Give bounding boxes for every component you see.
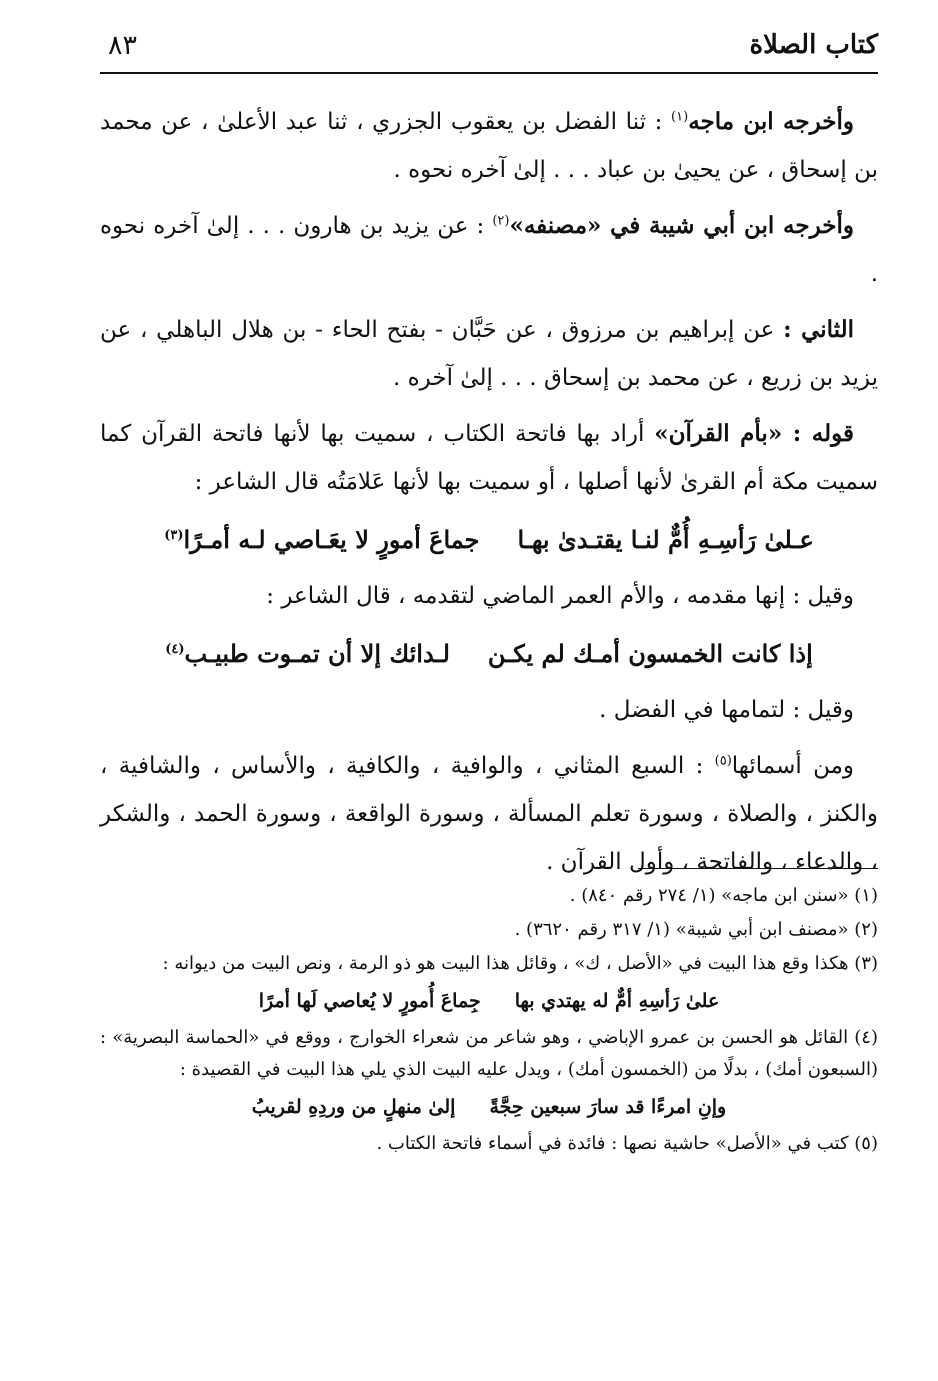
main-text (100, 98, 878, 894)
paragraph-names (100, 742, 878, 886)
bold-lead: قوله : «بأم القرآن» (654, 420, 854, 447)
running-head: كتاب الصلاة (749, 30, 878, 60)
footnote-ref: (١) (671, 109, 689, 125)
verse-first-hemistich: إذا كانت الخمسون أمـك لم يكـن (487, 639, 813, 668)
verse-second-hemistich: جماعَ أمورٍ لا يعَـاصي لـه أمـرًا (183, 525, 480, 554)
verse-first-hemistich: علىٰ رَأسِهِ أمٌّ له يهتدي بها (514, 990, 720, 1012)
verse-first-hemistich: وإنِ امرءًا قد سارَ سبعين حِجَّةً (489, 1096, 727, 1118)
paragraph-ibn-abi-shaybah (100, 202, 878, 298)
footnote-3-verse (100, 982, 878, 1020)
bold-lead: وأخرجه ابن ماجه (688, 108, 854, 135)
paragraph-ibn-majah (100, 98, 878, 194)
footnote-separator (638, 868, 878, 869)
footnote-ref: (٢) (492, 213, 510, 229)
paragraph-text: : عن يزيد بن هارون . . . إلىٰ آخره نحوه . (100, 213, 878, 287)
footnote-1: (١) «سنن ابن ماجه» (١/ ٢٧٤ رقم ٨٤٠) . (569, 885, 878, 906)
footnotes (100, 880, 878, 1162)
footnote-ref: (٥) (714, 753, 732, 769)
paragraph-tamam: وقيل : لتمامها في الفضل . (599, 697, 854, 723)
footnote-4: (٤) القائل هو الحسن بن عمرو الإباضي ، وهو شاعر من شعراء الخوارج ، ووقع في «الحماسة البصرية» : (السبعون أمك) ، بدلًا من (الخمسون أمك) ، ويدل عليه البيت الذي يلي هذا البيت في القصيدة : (100, 1027, 878, 1080)
paragraph-muqaddimah: وقيل : إنها مقدمه ، والأم العمر الماضي لتقدمه ، قال الشاعر : (266, 583, 854, 609)
footnote-ref: (٤) (165, 642, 185, 657)
footnote-2: (٢) «مصنف ابن أبي شيبة» (١/ ٣١٧ رقم ٣٦٢٠) . (514, 919, 878, 940)
paragraph-text: : ثنا الفضل بن يعقوب الجزري ، ثنا عبد الأعلىٰ ، عن محمد بن إسحاق ، عن يحيىٰ بن عباد . . . إلىٰ آخره نحوه . (100, 109, 878, 183)
bold-lead: الثاني : (783, 316, 854, 343)
verse-second-hemistich: إلىٰ منهلٍ من وردِهِ لقريبُ (251, 1096, 456, 1118)
page-number: ٨٣ (108, 30, 138, 61)
footnote-ref: (٣) (164, 528, 184, 543)
footnote-4-verse (100, 1088, 878, 1126)
paragraph-text: عن إبراهيم بن مرزوق ، عن حَبَّان - بفتح الحاء - بن هلال الباهلي ، عن يزيد بن زريع ، عن محمد بن إسحاق . . . إلىٰ آخره . (100, 317, 878, 391)
paragraph-lead: ومن أسمائها (731, 753, 854, 779)
paragraph-umm-al-quran (100, 410, 878, 506)
poetry-verse-1 (100, 514, 878, 566)
paragraph-text: أراد بها فاتحة الكتاب ، سميت بها لأنها فاتحة القرآن كما سميت مكة أم القرىٰ لأنها أصلها ، أو سميت بها لأنها عَلامَتُه قال الشاعر : (100, 421, 878, 495)
verse-second-hemistich: جِماعَ أُمورٍ لا يُعاصي لَها أمرًا (258, 990, 481, 1012)
paragraph-second-chain (100, 306, 878, 402)
page-header (100, 28, 878, 74)
verse-first-hemistich: عـلىٰ رَأسِـهِ أُمٌّ لنـا يقتـدىٰ بهـا (517, 525, 814, 554)
verse-second-hemistich: لـدائك إلا أن تمـوت طبيـب (184, 639, 450, 668)
paragraph-text: : السبع المثاني ، والوافية ، والكافية ، والأساس ، والشافية ، والكنز ، والصلاة ، وسورة تعلم المسألة ، وسورة الواقعة ، وسورة الحمد ، والشكر ، والدعاء ، والفاتحة ، وأول القرآن . (100, 753, 878, 875)
footnote-5: (٥) كتب في «الأصل» حاشية نصها : فائدة في أسماء فاتحة الكتاب . (376, 1133, 878, 1154)
poetry-verse-2 (100, 628, 878, 680)
footnote-3: (٣) هكذا وقع هذا البيت في «الأصل ، ك» ، وقائل هذا البيت هو ذو الرمة ، ونص البيت من ديوانه : (162, 953, 878, 974)
bold-lead: وأخرجه ابن أبي شيبة في «مصنفه» (509, 212, 855, 239)
